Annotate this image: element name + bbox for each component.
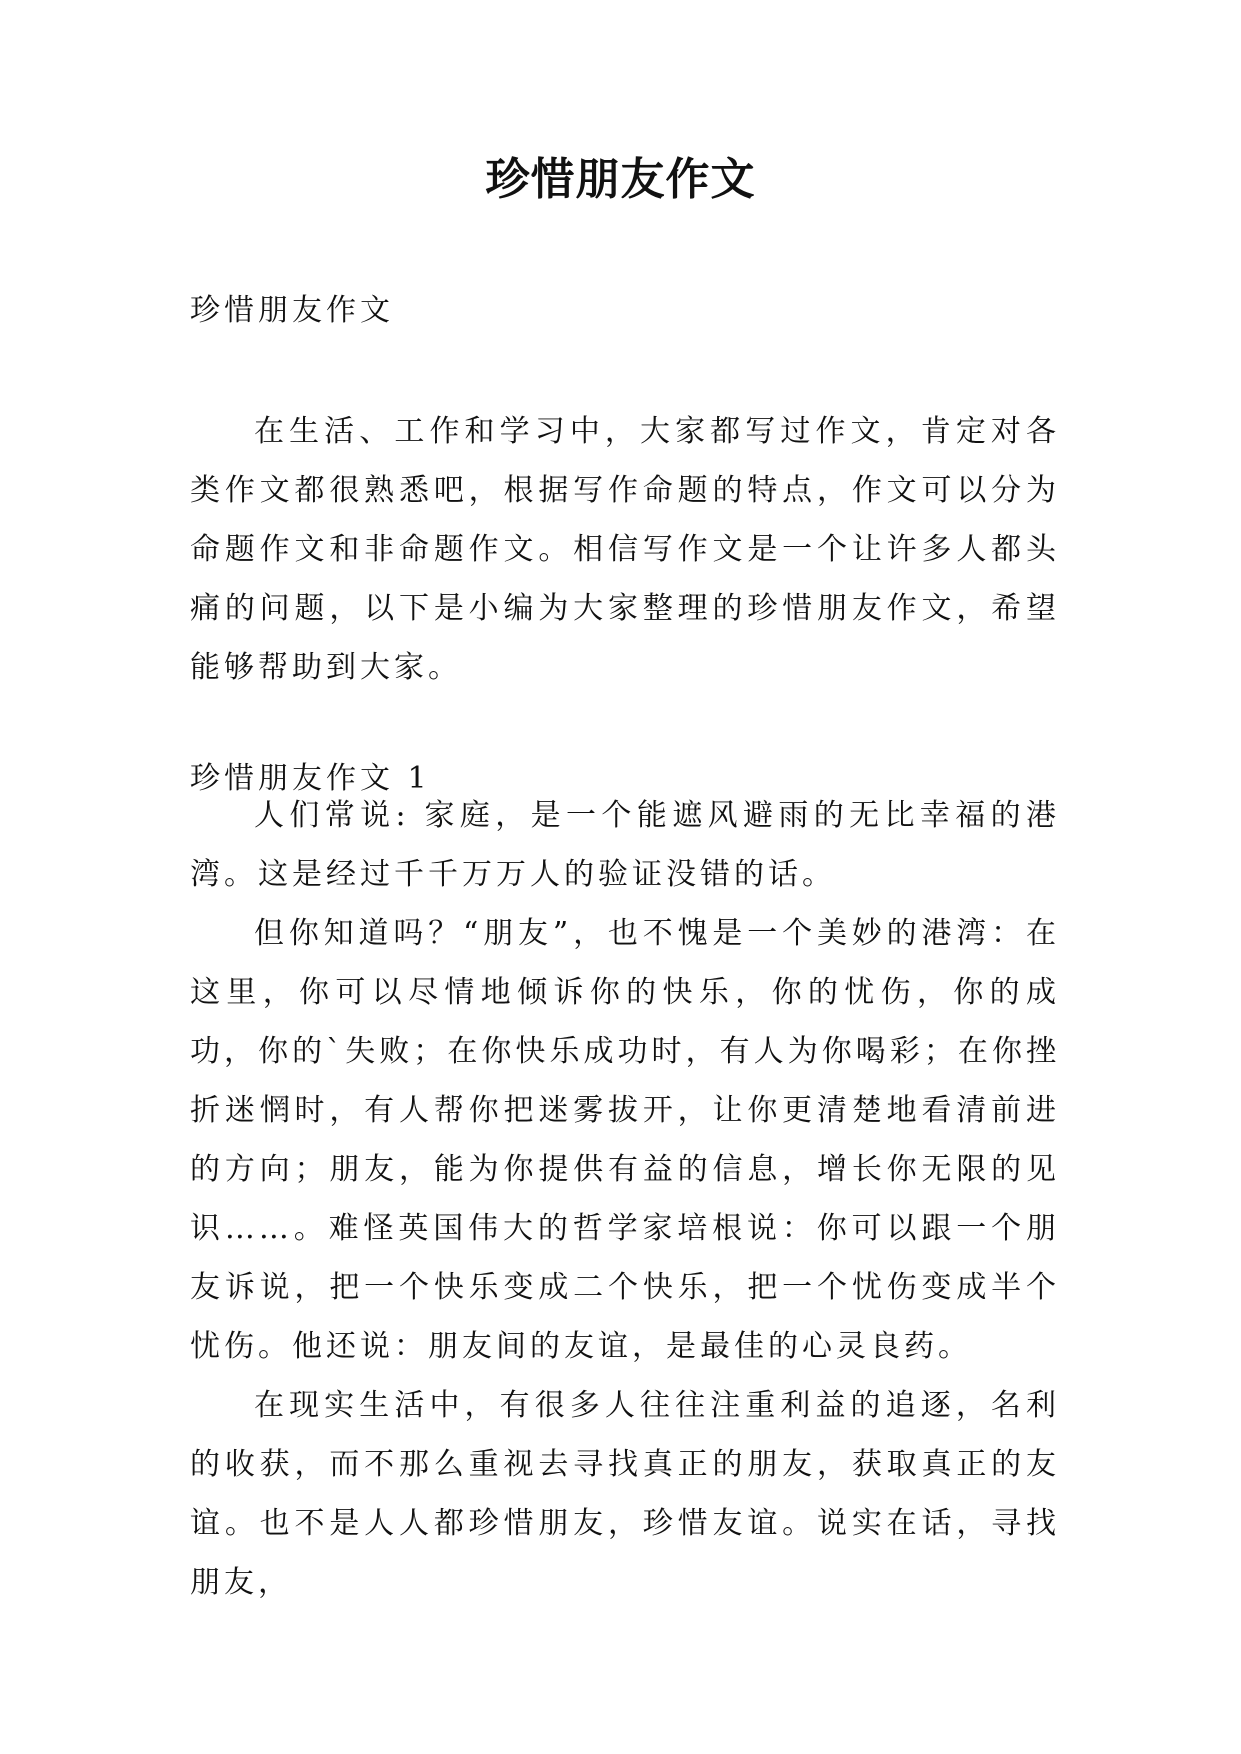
intro-paragraph: 在生活、工作和学习中，大家都写过作文，肯定对各类作文都很熟悉吧，根据写作命题的特点，作文可以分为命题作文和非命题作文。相信写作文是一个让许多人都头痛的问题，以下是小编为大家整理的珍惜朋友作文，希望能够帮助到大家。	[190, 414, 1060, 685]
essay-body	[190, 786, 1060, 1612]
section-heading: 珍惜朋友作文 1	[190, 761, 431, 796]
document-subtitle: 珍惜朋友作文	[190, 293, 394, 328]
intro-section	[190, 402, 1060, 697]
body-paragraph-3: 在现实生活中，有很多人往往注重利益的追逐，名利的收获，而不那么重视去寻找真正的朋友，获取真正的友谊。也不是人人都珍惜朋友，珍惜友谊。说实在话，寻找朋友，	[190, 1388, 1060, 1600]
body-paragraph-1: 人们常说: 家庭，是一个能遮风避雨的无比幸福的港湾。这是经过千千万万人的验证没错的话。	[190, 798, 1060, 892]
document-title: 珍惜朋友作文	[485, 154, 756, 205]
body-paragraph-2: 但你知道吗？“朋友”，也不愧是一个美妙的港湾：在这里，你可以尽情地倾诉你的快乐，你的忧伤，你的成功，你的`失败；在你快乐成功时，有人为你喝彩；在你挫折迷惘时，有人帮你把迷雾拔开，让你更清楚地看清前进的方向；朋友，能为你提供有益的信息，增长你无限的见识……。难怪英国伟大的哲学家培根说：你可以跟一个朋友诉说，把一个快乐变成二个快乐，把一个忧伤变成半个忧伤。他还说：朋友间的友谊，是最佳的心灵良药。	[190, 916, 1060, 1364]
